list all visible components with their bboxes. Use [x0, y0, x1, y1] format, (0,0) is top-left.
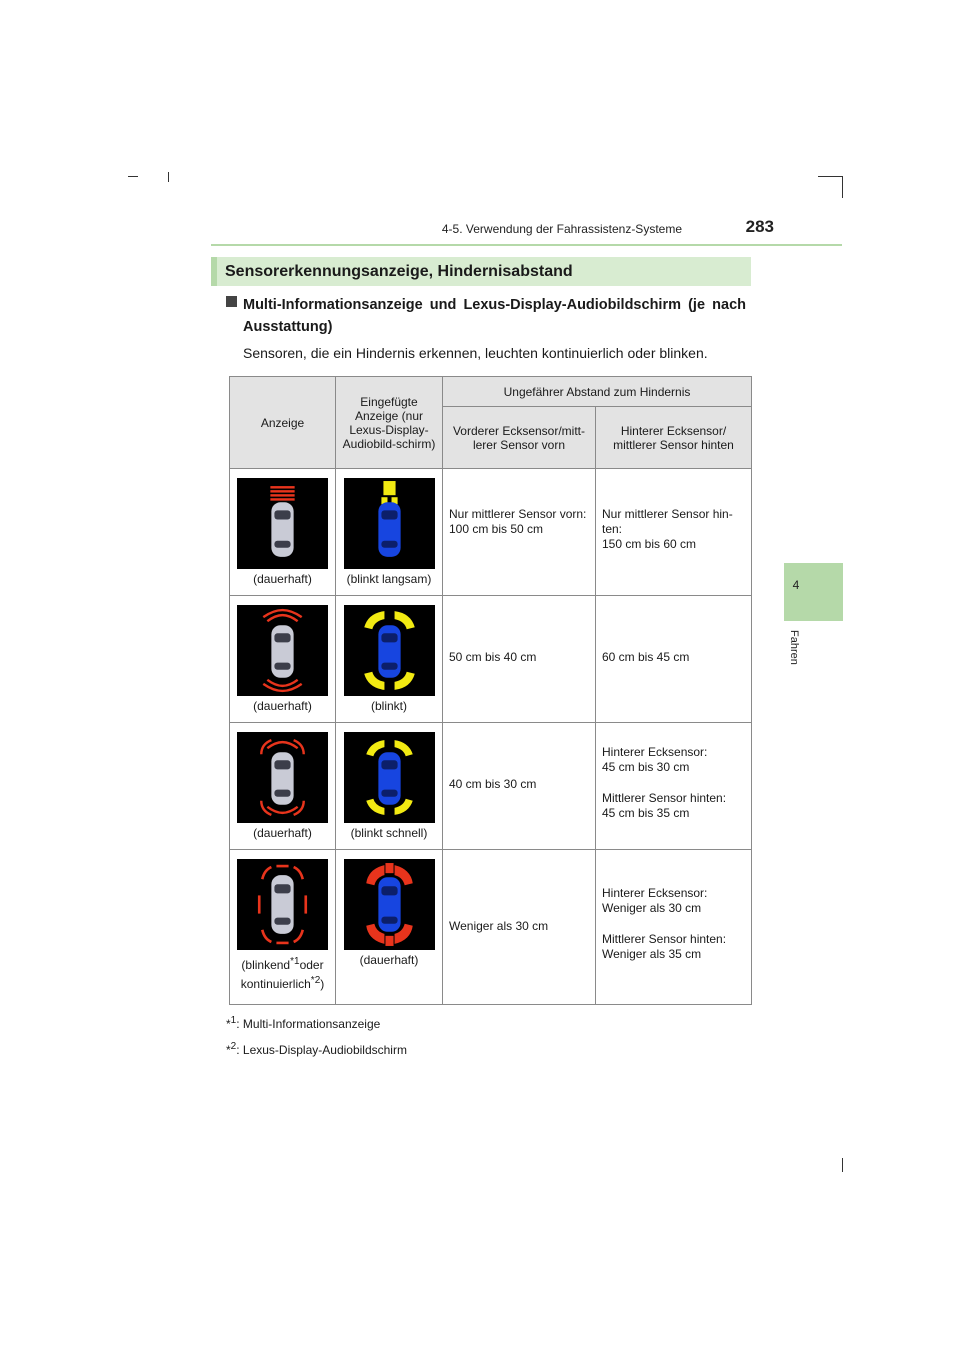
- crop-mark: [818, 176, 842, 177]
- running-header-section: 4-5. Verwendung der Fahrassistenz-Systeme: [441, 222, 682, 236]
- rear-text: Mittlerer Sensor hinten:: [602, 932, 727, 946]
- inserted-caption: (blinkt langsam): [346, 572, 432, 586]
- page-number: 283: [745, 217, 774, 236]
- rear-text: Mittlerer Sensor hinten:: [602, 791, 727, 805]
- display-caption: (dauerhaft): [253, 699, 312, 713]
- footnote: *$^2$: Lexus-Display-Audiobildschirm: [226, 1041, 407, 1057]
- front-text: 100 cm bis 50 cm: [449, 522, 544, 536]
- footnote: *$^1$: Multi-Informationsanzeige: [226, 1015, 381, 1031]
- car-display-icon: [237, 732, 328, 823]
- crop-mark: [842, 176, 843, 198]
- section-title: Sensorerkennungsanzeige, Hindernisabstand: [211, 257, 751, 286]
- rear-text: 45 cm bis 30 cm: [602, 760, 690, 774]
- header-rule: [211, 244, 842, 246]
- car-display-icon: [237, 605, 328, 696]
- front-text: 50 cm bis 40 cm: [449, 650, 537, 664]
- rear-text: Weniger als 35 cm: [602, 947, 702, 961]
- car-display-icon: [237, 478, 328, 569]
- chapter-tab-number: 4: [792, 578, 800, 592]
- rear-text: 45 cm bis 35 cm: [602, 806, 690, 820]
- sensor-distance-table: [229, 376, 752, 1005]
- front-text: Weniger als 30 cm: [449, 919, 549, 933]
- table-row: [230, 850, 752, 1005]
- table-row: [230, 596, 752, 723]
- crop-mark: [842, 1158, 843, 1172]
- car-display-icon: [344, 859, 435, 950]
- inserted-caption: (blinkt schnell): [350, 826, 428, 840]
- display-caption: (dauerhaft): [253, 572, 312, 586]
- inserted-caption: (dauerhaft): [359, 953, 419, 967]
- table-row: [230, 469, 752, 596]
- intro-text: Sensoren, die ein Hindernis erkennen, leuchten kontinuierlich oder blinken.: [243, 345, 708, 361]
- display-caption: (blinkend$^{*1}$oder kontinuierlich$^{*2}$): [240, 956, 325, 991]
- header-front: Vorderer Ecksensor/mitt-lerer Sensor vorn: [443, 407, 596, 469]
- chapter-tab-label: Fahren: [788, 630, 800, 665]
- car-display-icon: [344, 732, 435, 823]
- rear-text: 150 cm bis 60 cm: [602, 537, 697, 551]
- rear-text: Hinterer Ecksensor:: [602, 886, 708, 900]
- display-caption: (dauerhaft): [253, 826, 312, 840]
- inserted-caption: (blinkt): [370, 699, 407, 713]
- rear-text: Hinterer Ecksensor:: [602, 745, 708, 759]
- header-inserted: Eingefügte Anzeige (nur Lexus-Display-Audiobild-schirm): [336, 377, 443, 469]
- header-display: Anzeige: [230, 377, 336, 469]
- footnote-ref: *1: [290, 956, 300, 967]
- header-distance: Ungefährer Abstand zum Hindernis: [443, 377, 752, 407]
- front-text: Nur mittlerer Sensor vorn:: [449, 507, 587, 521]
- chapter-tab: [784, 563, 843, 621]
- crop-mark: [128, 176, 138, 177]
- car-display-icon: [344, 605, 435, 696]
- crop-mark: [168, 172, 169, 182]
- rear-text: Nur mittlerer Sensor hin-ten:: [602, 507, 733, 536]
- car-display-icon: [344, 478, 435, 569]
- header-rear: Hinterer Ecksensor/ mittlerer Sensor hinten: [596, 407, 752, 469]
- car-display-icon: [237, 859, 328, 950]
- footnote-ref: *2: [310, 975, 321, 986]
- rear-text: 60 cm bis 45 cm: [602, 650, 690, 664]
- square-bullet-icon: [226, 296, 237, 307]
- front-text: 40 cm bis 30 cm: [449, 777, 537, 791]
- table-row: [230, 723, 752, 850]
- rear-text: Weniger als 30 cm: [602, 901, 702, 915]
- subheading: Multi-Informationsanzeige und Lexus-Display-Audiobildschirm (je nach Ausstattung): [243, 297, 746, 335]
